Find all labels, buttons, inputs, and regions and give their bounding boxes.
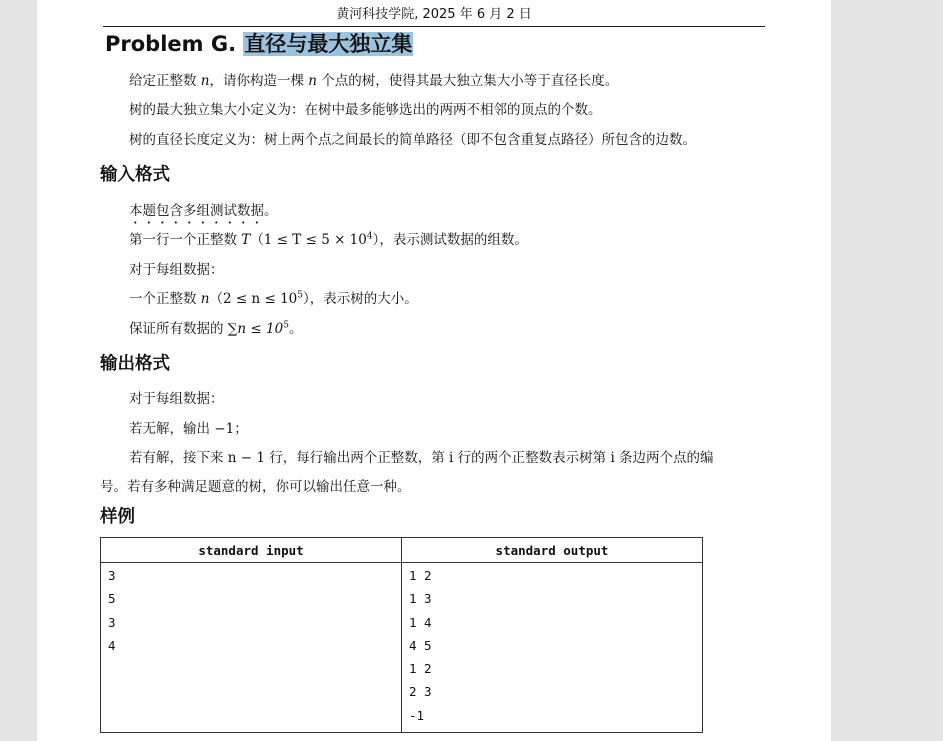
multi-test-note: [129, 202, 278, 227]
statement-text: 给定正整数: [129, 73, 201, 89]
input-text: 一个正整数: [129, 291, 201, 307]
sample-output-cell: [402, 563, 703, 733]
sample-output-header: standard output: [402, 538, 703, 563]
sample-output-line: 4 5: [409, 637, 432, 653]
math-variable: n: [200, 73, 210, 89]
input-text: ），表示测试数据的组数。: [372, 232, 528, 248]
input-format-heading: 输入格式: [100, 165, 170, 185]
output-has-solution: 若有解，接下来 n − 1 行，每行输出两个正整数，第 i 行的两个正整数表示树第 i 条边两个点的编号。若有多种满足题意的树，你可以输出任意一种。: [100, 450, 714, 495]
math-constraint: （1 ≤ T ≤ 5 × 10: [250, 232, 367, 248]
sample-output-line: 1 2: [409, 568, 432, 583]
input-text: 第一行一个正整数: [129, 232, 242, 248]
statement-text: ，请你构造一棵: [209, 73, 309, 89]
sample-output-line: 1 2: [409, 661, 432, 677]
input-text: ），表示树的大小。: [302, 291, 418, 307]
problem-page: [37, 0, 831, 741]
sample-input-header: standard input: [101, 538, 402, 563]
input-text: 保证所有数据的: [129, 321, 228, 337]
sample-input-cell: [101, 563, 402, 733]
sample-input-line: 4: [108, 637, 116, 653]
output-no-solution: 若无解，输出 −1；: [129, 421, 248, 437]
problem-title: [105, 30, 413, 58]
math-variable: n: [308, 73, 317, 89]
sample-output-line: 1 3: [409, 591, 432, 607]
sample-table: [100, 537, 703, 733]
input-line-1: [129, 231, 528, 249]
multi-test-text: 本题包含多组测试数据。: [129, 203, 278, 219]
input-text: 。: [288, 321, 303, 337]
input-line-3: [129, 320, 302, 338]
sample-output-line: 1 4: [409, 614, 432, 630]
problem-label: Problem G.: [105, 32, 237, 56]
math-sum-constraint: ∑n ≤ 10: [227, 321, 284, 337]
input-per-case: 对于每组数据：: [129, 262, 224, 278]
statement-paragraph-2: 树的最大独立集大小定义为：在树中最多能够选出的两两不相邻的顶点的个数。: [129, 102, 602, 118]
sample-input-line: 3: [108, 568, 116, 583]
statement-paragraph-3: 树的直径长度定义为：树上两个点之间最长的简单路径（即不包含重复点路径）所包含的边数。: [129, 132, 696, 148]
page-header: 黄河科技学院, 2025 年 6 月 2 日: [103, 6, 765, 27]
sample-output-line: 2 3: [409, 684, 432, 700]
sample-input-line: 5: [108, 591, 116, 607]
math-variable: n: [200, 291, 210, 307]
statement-paragraph-1: [129, 72, 618, 90]
problem-name-highlighted[interactable]: 直径与最大独立集: [244, 32, 413, 56]
output-format-heading: 输出格式: [100, 354, 170, 374]
output-per-case: 对于每组数据：: [129, 391, 224, 407]
math-exponent: 4: [366, 231, 373, 242]
sample-input-line: 3: [108, 614, 116, 630]
sample-output-line: -1: [409, 707, 425, 723]
input-line-2: [129, 290, 418, 308]
math-exponent: 5: [297, 290, 303, 301]
math-constraint: （2 ≤ n ≤ 10: [209, 291, 298, 307]
statement-text: 个点的树，使得其最大独立集大小等于直径长度。: [317, 73, 619, 89]
math-exponent: 5: [283, 320, 289, 331]
sample-heading: 样例: [100, 507, 135, 527]
math-variable: T: [241, 232, 251, 248]
